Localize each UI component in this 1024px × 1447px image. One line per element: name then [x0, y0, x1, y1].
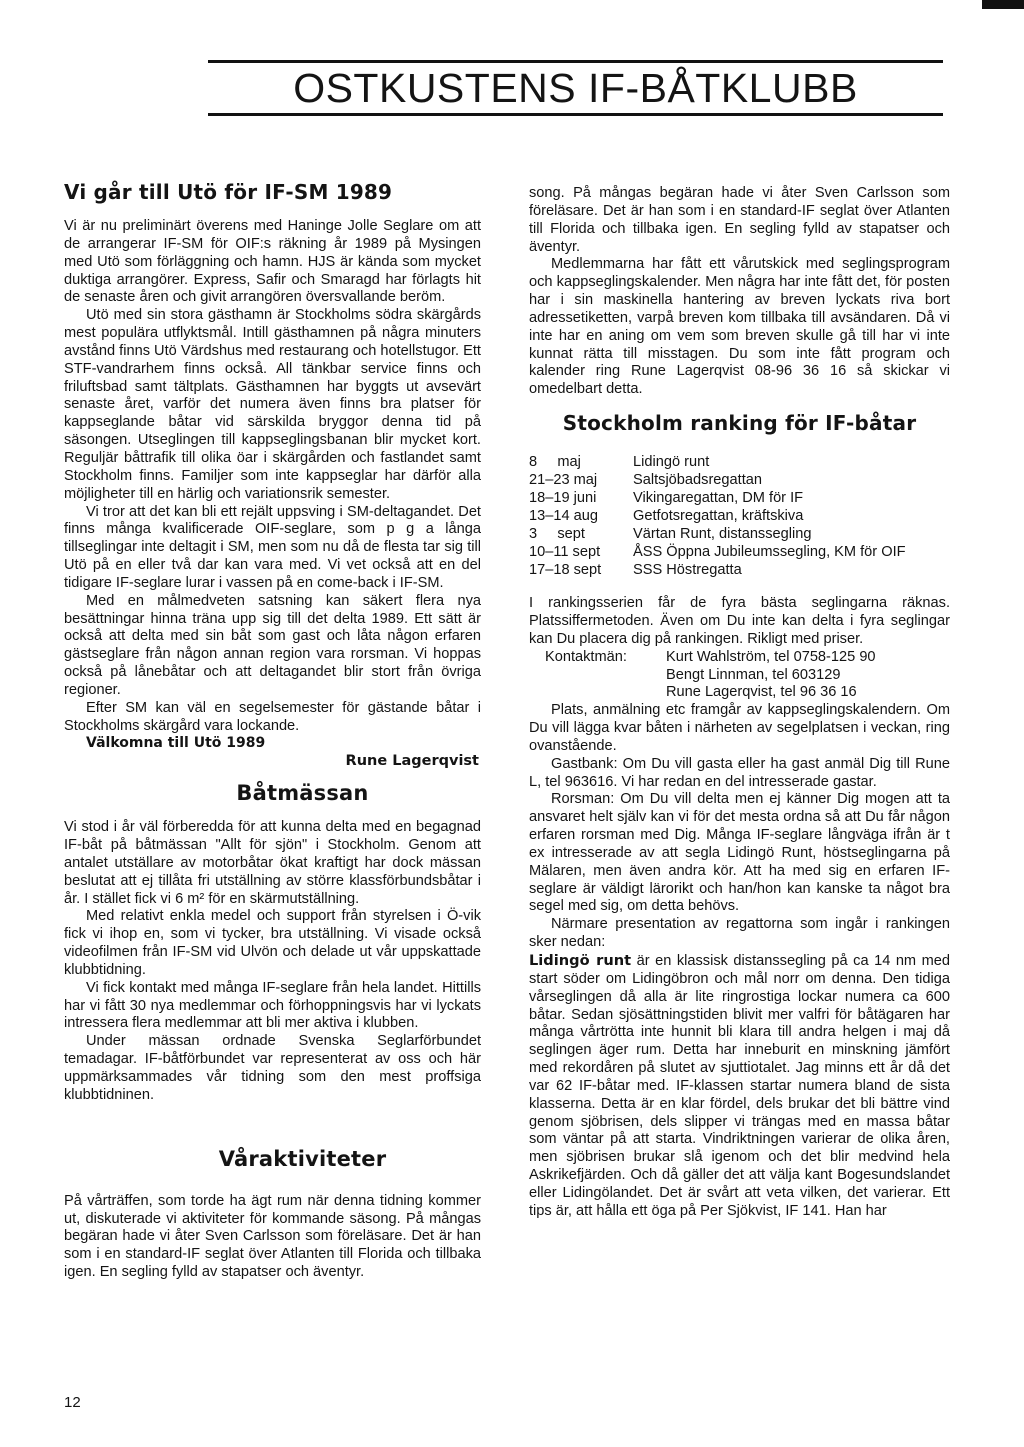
ranking-row — [529, 471, 950, 489]
lidingo-text: är en klassisk distanssegling på ca 14 nm med start söder om Lidingöbron och mål norr om denna. Den tidiga vårseglingen då alla är lite ringrostiga lockar numera ca 600 båtar. Sedan sjösättningstiden blivit mer valfri för båtägaren har många vårtrötta inte hunnit bli klara till andra helgen i maj då seglingen äger rum. Detta har inneburit en minskning jämfört med rekordåren på slutet av sjuttiotalet. Jag minns ett år då det var 62 IF-båtar med. IF-klassen startar numera bland de sista klasserna. Detta är en klar fördel, dels brukar det bli bättre vind genom sjöbrisen, dels slipper vi trängas med en massa båtar som väntar på att starta. Vindriktningen varierar de olika åren, men sjöbrisen brukar slå igenom och det blir medvind hela Askrikefjärden. Och då gäller det att välja kant Bogesundslandet eller Lidingölandet. Det är svårt att veta vilken, det varierar. Ett tips är, att hålla ett öga på Per Sjökvist, IF 141. Han har — [529, 953, 950, 1219]
ranking-paragraph: Närmare presentation av regattorna som ingår i rankingen sker nedan: — [529, 916, 950, 951]
ranking-paragraph: Plats, anmälning etc framgår av kappseglingskalendern. Om Du vill lägga kvar båten i närheten av segelplatsen i veckan, ring ovanstående. — [529, 702, 950, 754]
ranking-event: Lidingö runt — [633, 454, 710, 471]
batmassan-paragraph: Med relativt enkla medel och support från styrelsen i Ö-vik fick vi ihop en, som vi tycker, bra utställning. Vi visade också videofilmen från IF-SM vid Ulvön och delade ut vår uppskattade klubbtidning. — [64, 908, 481, 978]
var-paragraph: Medlemmarna har fått ett vårutskick med seglingsprogram och kappseglingskalender. Men några har inte fått det, för posten har i sin maskinella hantering av breven lyckats riva bort adressetiketten, varpå breven kom tillbaka till avsändaren. Då vi inte har en aning om vem som breven skulle gå till har vi inte kunnat rätta till misstagen. Du som inte fått program och kalender ring Rune Lagerqvist 08-96 36 16 så skickar vi omedelbart detta. — [529, 256, 950, 398]
ranking-event: Värtan Runt, distanssegling — [633, 526, 812, 543]
ranking-paragraph: Rorsman: Om Du vill delta men ej känner Dig mogen att ta ansvaret helt själv kan vi för det mesta ordna så att Du får någon erfaren rorsman med Dig. Många IF-seglare långväga ifrån är t ex intresserade av att segla Lidingö Runt, höstseglingarna på Mälaren, men även andra kör. Att ha med sig en erfaren IF-seglare är väldigt lärorikt och han/hon kan kanske ta något bra segel med sig, om detta behövs. — [529, 791, 950, 915]
uto-paragraph: Efter SM kan väl en segelsemester för gästande båtar i Stockholms skärgård vara lockande. — [64, 699, 481, 734]
ranking-date: 10–11 sept — [529, 544, 601, 561]
uto-paragraph: Med en målmedveten satsning kan säkert flera nya besättningar hinna träna upp sig till det delta 1989. Ett sätt är också att delta med sin båt som gast och låta någon erfaren gästseglare från någon annan region vara rorsman. Vi hoppas också på lånebåtar och att deltagandet blir stort från övriga regioner. — [64, 592, 481, 698]
ranking-row — [529, 507, 950, 525]
uto-paragraph: Vi tror att det kan bli ett rejält uppsving i SM-deltagandet. Det finns många kvalificerade OIF-seglare, som p g a långa tillseglingar inte deltagit i SM, men som nu då de flesta tar sig till Utö på en eller två dar kan vara med. Vi vet också att en del tidigare IF-seglare lurar i vassen på en come-back i IF-SM. — [64, 503, 481, 591]
batmassan-heading: Båtmässan — [236, 781, 369, 806]
masthead-top-rule — [208, 60, 943, 63]
uto-heading: Vi går till Utö för IF-SM 1989 — [64, 180, 393, 204]
var-paragraph-start: På vårträffen, som torde ha ägt rum när denna tidning kommer ut, diskuterade vi aktiviteter för kommande säsong. På mångas begäran hade vi åter Sven Carlsson som föreläsare. Det är han som i en standard-IF seglat över Atlanten till Florida och tillbaka igen. En segling fylld av stapatser och äventyr. — [64, 1192, 481, 1281]
uto-paragraph: Vi är nu preliminärt överens med Haninge Jolle Seglare om att de arrangerar IF-SM för OIF:s räkning år 1989 på Mysingen med Utö som förläggning och hamn. HJS är kända som mycket duktiga arrangörer. Express, Safir och Smaragd har förlagts hit de senaste åren och givit arrangören översvallande beröm. — [64, 218, 481, 306]
ranking-row — [529, 525, 950, 543]
batmassan-paragraph: Vi stod i år väl förberedda för att kunna delta med en begagnad IF-båt på båtmässan "Allt för sjön" i Stockholm. Genom att antalet utställare av motorbåtar ökat kraftigt har dock mässan beslutat att ej tillåta fri utställning av större klassförbundsbåtar i år. I stället fick vi 6 m² för en skärmutställning. — [64, 819, 481, 907]
ranking-event: ÅSS Öppna Jubileumssegling, KM för OIF — [633, 544, 906, 561]
ranking-date: 17–18 sept — [529, 562, 602, 579]
right-column — [529, 185, 950, 1221]
ranking-row — [529, 561, 950, 579]
batmassan-paragraph: Under mässan ordnade Svenska Seglarförbundet temadagar. IF-båtförbundet var representerat av oss och här uppmärksammades vår tidning som den mest proffsiga klubbtidninen. — [64, 1033, 481, 1103]
masthead-title: OSTKUSTENS IF-BÅTKLUBB — [293, 65, 858, 111]
ranking-row — [529, 543, 950, 561]
contact-entry: Bengt Linnman, tel 603129 — [666, 666, 841, 683]
contacts-label: Kontaktmän: — [545, 648, 627, 665]
corner-registration-mark — [982, 0, 1024, 9]
uto-paragraph: Utö med sin stora gästhamn är Stockholms södra skärgårds mest populära utflyktsmål. Intill gästhamnen på några minuters avstånd finns Utö Värdshus med restaurang och hotellstugor. Ett STF-vandrarhem finns också. All tänkbar service finns och friluftsbad samt tältplats. Gästhamnen har byggts ut avsevärt senaste året, varför det numera även finns bra platser för kappseglande båtar vid särskilda bryggor denna tid på säsongen. Utseglingen till kappseglingsbanan blir mycket kort. Reguljär båttrafik till olika öar i skärgården och fastlandet samt Stockholm finns. Familjer som inte kappseglar har därför alla möjligheter till en härlig och variationsrik semester. — [64, 307, 481, 502]
contact-entry: Kurt Wahlström, tel 0758-125 90 — [666, 648, 876, 665]
page-number: 12 — [64, 1394, 81, 1411]
ranking-heading: Stockholm ranking för IF-båtar — [562, 411, 917, 436]
ranking-event: Getfotsregattan, kräftskiva — [633, 508, 804, 525]
ranking-date: 21–23 maj — [529, 472, 598, 489]
ranking-table — [529, 453, 950, 579]
var-paragraph-continued: song. På mångas begäran hade vi åter Sven Carlsson som föreläsare. Det är han som i en standard-IF seglat över Atlanten till Florida och tillbaka igen. En segling fylld av stapatser och äventyr. — [529, 185, 950, 255]
lidingo-paragraph — [529, 952, 950, 1221]
lidingo-term: Lidingö runt — [529, 952, 632, 969]
ranking-date: 18–19 juni — [529, 490, 597, 507]
contact-entry: Rune Lagerqvist, tel 96 36 16 — [666, 684, 857, 701]
ranking-row — [529, 489, 950, 507]
left-column — [64, 180, 481, 1281]
contacts-table — [529, 649, 876, 703]
uto-closing: Välkomna till Utö 1989 — [86, 735, 266, 752]
batmassan-paragraph: Vi fick kontakt med många IF-seglare från hela landet. Hittills har vi fått 30 nya medlemmar och förhoppningsvis har vi lyckats intressera flera medlemmar att bli mer aktiva i klubben. — [64, 979, 481, 1032]
ranking-paragraph: Gastbank: Om Du vill gasta eller ha gast anmäl Dig till Rune L, tel 963616. Vi har redan en del intresserade gastar. — [529, 755, 950, 790]
ranking-event: Saltsjöbadsregattan — [633, 472, 762, 489]
ranking-intro: I rankingsserien får de fyra bästa seglingarna räknas. Platssiffermetoden. Även om Du inte kan delta i fyra seglingar kan Du placera dig på rankingen. Rikligt med priser. — [529, 595, 950, 647]
ranking-date: 3 sept — [529, 526, 585, 543]
ranking-date: 8 maj — [529, 454, 581, 471]
uto-signature: Rune Lagerqvist — [345, 753, 479, 770]
ranking-event: SSS Höstregatta — [633, 562, 742, 579]
varaktiviteter-heading: Våraktiviteter — [218, 1146, 387, 1171]
ranking-row — [529, 453, 950, 471]
ranking-event: Vikingaregattan, DM för IF — [633, 490, 804, 507]
masthead-bottom-rule — [208, 113, 943, 116]
ranking-date: 13–14 aug — [529, 508, 598, 525]
